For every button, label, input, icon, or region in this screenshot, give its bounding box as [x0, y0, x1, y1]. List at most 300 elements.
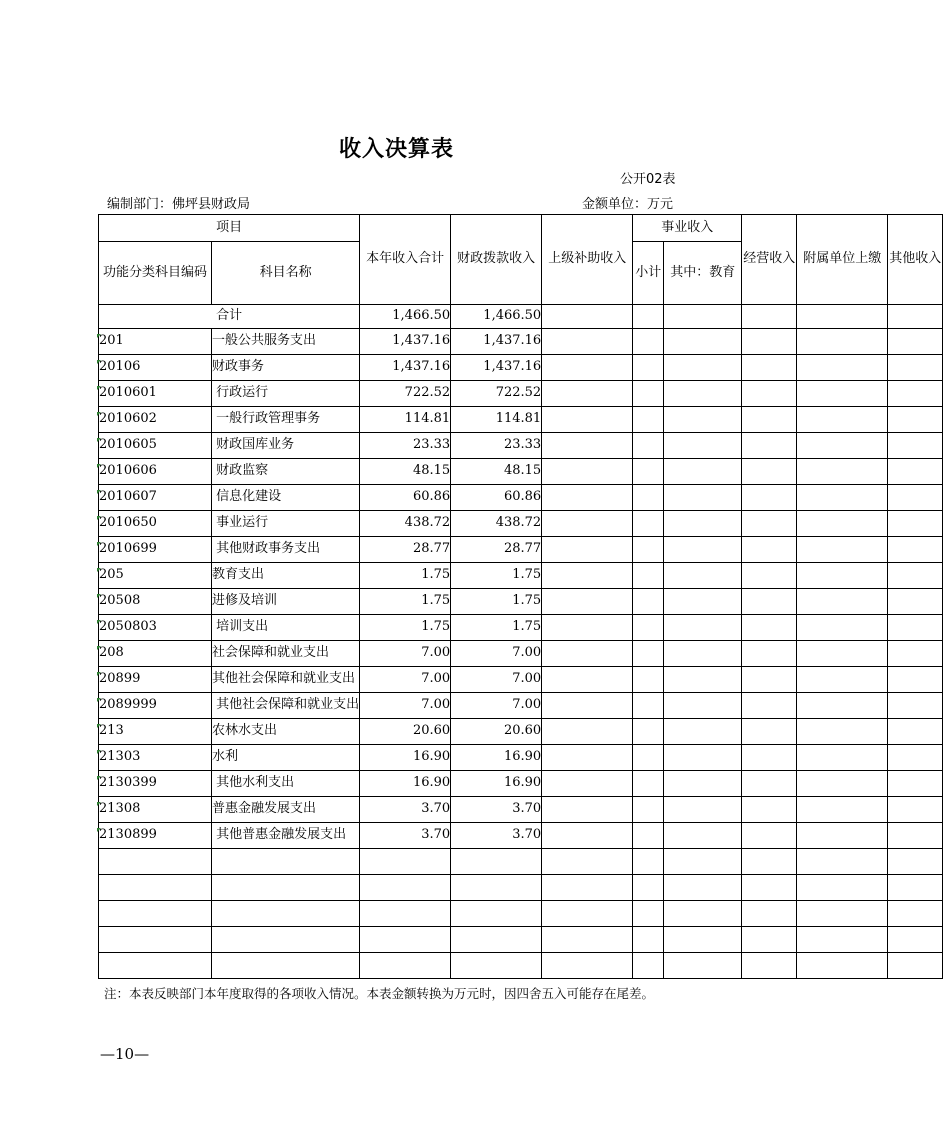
subject-code: [99, 355, 212, 381]
empty-cell: [888, 615, 943, 641]
empty-cell: [451, 875, 542, 901]
subject-code-text: 20899: [99, 671, 141, 687]
empty-cell: [664, 693, 742, 719]
subject-name: 社会保障和就业支出: [212, 641, 360, 667]
empty-cell: [633, 305, 664, 329]
empty-cell: [633, 459, 664, 485]
blank-row: [99, 953, 943, 979]
empty-cell: [797, 329, 888, 355]
empty-cell: [742, 589, 797, 615]
table-row: [99, 797, 943, 823]
empty-cell: [888, 823, 943, 849]
income-total-value: 114.81: [360, 407, 451, 433]
fiscal-allocation-value: 114.81: [451, 407, 542, 433]
fiscal-allocation-value: 7.00: [451, 667, 542, 693]
fiscal-allocation-value: 1.75: [451, 615, 542, 641]
subject-code-text: 21303: [99, 749, 141, 765]
empty-cell: [542, 433, 633, 459]
empty-cell: [664, 407, 742, 433]
subject-name: 事业运行: [212, 511, 360, 537]
fiscal-allocation-value: 16.90: [451, 771, 542, 797]
empty-cell: [888, 381, 943, 407]
empty-cell: [633, 563, 664, 589]
empty-cell: [797, 433, 888, 459]
empty-cell: [664, 329, 742, 355]
subject-code: [99, 693, 212, 719]
empty-cell: [797, 305, 888, 329]
empty-cell: [797, 407, 888, 433]
empty-cell: [664, 563, 742, 589]
income-total-value: 48.15: [360, 459, 451, 485]
income-total-value: 3.70: [360, 823, 451, 849]
empty-cell: [797, 901, 888, 927]
empty-cell: [212, 953, 360, 979]
empty-cell: [664, 745, 742, 771]
empty-cell: [797, 745, 888, 771]
empty-cell: [664, 615, 742, 641]
empty-cell: [797, 485, 888, 511]
page-title: 收入决算表: [338, 137, 454, 162]
subject-code: [99, 433, 212, 459]
empty-cell: [633, 745, 664, 771]
table-row: [99, 771, 943, 797]
header-subtotal: 小计: [633, 242, 664, 305]
empty-cell: [888, 849, 943, 875]
income-total-value: 7.00: [360, 667, 451, 693]
empty-cell: [797, 355, 888, 381]
subject-code-text: 2130399: [99, 775, 157, 791]
table-row: [99, 667, 943, 693]
table-row: [99, 641, 943, 667]
subject-code: [99, 329, 212, 355]
subject-name: 普惠金融发展支出: [212, 797, 360, 823]
subject-code-text: 21308: [99, 801, 141, 817]
empty-cell: [633, 927, 664, 953]
table-body: [99, 305, 943, 979]
empty-cell: [633, 953, 664, 979]
subject-name: 财政监察: [212, 459, 360, 485]
table-row: [99, 615, 943, 641]
empty-cell: [633, 329, 664, 355]
fiscal-allocation-value: 3.70: [451, 823, 542, 849]
empty-cell: [797, 563, 888, 589]
table-row: [99, 381, 943, 407]
empty-cell: [742, 329, 797, 355]
empty-cell: [664, 875, 742, 901]
empty-cell: [888, 693, 943, 719]
empty-cell: [888, 433, 943, 459]
unit-text: 金额单位：万元: [582, 197, 674, 212]
subject-code-text: 2010605: [99, 437, 157, 453]
empty-cell: [542, 459, 633, 485]
empty-cell: [664, 305, 742, 329]
empty-cell: [633, 849, 664, 875]
empty-cell: [888, 355, 943, 381]
table-row: [99, 433, 943, 459]
subject-name: 进修及培训: [212, 589, 360, 615]
empty-cell: [797, 719, 888, 745]
empty-cell: [542, 823, 633, 849]
empty-cell: [542, 407, 633, 433]
empty-cell: [542, 953, 633, 979]
empty-cell: [797, 927, 888, 953]
table-row: [99, 823, 943, 849]
empty-cell: [542, 615, 633, 641]
empty-cell: [542, 745, 633, 771]
subject-code: [99, 381, 212, 407]
table-row: [99, 563, 943, 589]
income-total-value: 1.75: [360, 589, 451, 615]
empty-cell: [451, 953, 542, 979]
subject-name: 培训支出: [212, 615, 360, 641]
income-total-value: 1,437.16: [360, 355, 451, 381]
empty-cell: [99, 953, 212, 979]
empty-cell: [742, 563, 797, 589]
empty-cell: [888, 407, 943, 433]
table-row: [99, 745, 943, 771]
empty-cell: [742, 667, 797, 693]
empty-cell: [664, 849, 742, 875]
empty-cell: [542, 901, 633, 927]
income-total-value: 60.86: [360, 485, 451, 511]
empty-cell: [797, 641, 888, 667]
empty-cell: [888, 537, 943, 563]
table-row: [99, 693, 943, 719]
blank-row: [99, 875, 943, 901]
subject-name: 财政国库业务: [212, 433, 360, 459]
subject-code: [99, 745, 212, 771]
subject-code: [99, 407, 212, 433]
income-total-value: 1.75: [360, 615, 451, 641]
empty-cell: [888, 511, 943, 537]
dept-text: 编制部门：佛坪县财政局: [107, 197, 251, 212]
total-label: 合计: [99, 305, 360, 329]
empty-cell: [797, 875, 888, 901]
empty-cell: [742, 771, 797, 797]
empty-cell: [633, 511, 664, 537]
subject-name: 其他财政事务支出: [212, 537, 360, 563]
empty-cell: [797, 797, 888, 823]
empty-cell: [99, 927, 212, 953]
empty-cell: [542, 355, 633, 381]
empty-cell: [633, 641, 664, 667]
subject-code-text: 205: [99, 567, 124, 583]
empty-cell: [742, 511, 797, 537]
subject-code-text: 20106: [99, 359, 141, 375]
empty-cell: [742, 901, 797, 927]
empty-cell: [742, 745, 797, 771]
empty-cell: [664, 797, 742, 823]
empty-cell: [542, 667, 633, 693]
fiscal-allocation-value: 20.60: [451, 719, 542, 745]
empty-cell: [542, 797, 633, 823]
subject-code-text: 2010606: [99, 463, 157, 479]
subject-code-text: 201: [99, 333, 124, 349]
subject-code: [99, 511, 212, 537]
empty-cell: [212, 849, 360, 875]
subject-name: 财政事务: [212, 355, 360, 381]
empty-cell: [888, 563, 943, 589]
fiscal-allocation-value: 7.00: [451, 693, 542, 719]
empty-cell: [664, 485, 742, 511]
empty-cell: [742, 485, 797, 511]
header-institution-income: 事业收入: [633, 215, 742, 242]
fiscal-allocation-value: 48.15: [451, 459, 542, 485]
subject-code-text: 2010699: [99, 541, 157, 557]
subject-code-text: 2010602: [99, 411, 157, 427]
empty-cell: [99, 901, 212, 927]
subject-name: 教育支出: [212, 563, 360, 589]
empty-cell: [742, 615, 797, 641]
header-function-code: 功能分类科目编码: [99, 242, 212, 305]
empty-cell: [797, 771, 888, 797]
subject-code: [99, 537, 212, 563]
subject-name: 一般行政管理事务: [212, 407, 360, 433]
subject-code-text: 2010650: [99, 515, 157, 531]
empty-cell: [888, 589, 943, 615]
empty-cell: [888, 745, 943, 771]
compiling-department: [107, 193, 250, 212]
empty-cell: [99, 875, 212, 901]
empty-cell: [888, 953, 943, 979]
subject-name: 水利: [212, 745, 360, 771]
empty-cell: [888, 719, 943, 745]
fiscal-allocation-value: 1,437.16: [451, 355, 542, 381]
empty-cell: [742, 719, 797, 745]
empty-cell: [633, 797, 664, 823]
empty-cell: [797, 615, 888, 641]
empty-cell: [633, 407, 664, 433]
fiscal-allocation-value: 1,437.16: [451, 329, 542, 355]
empty-cell: [633, 667, 664, 693]
empty-cell: [360, 901, 451, 927]
fiscal-allocation-value: 1.75: [451, 563, 542, 589]
fiscal-allocation-value: 60.86: [451, 485, 542, 511]
empty-cell: [633, 693, 664, 719]
table-row: [99, 355, 943, 381]
subject-code-text: 2010607: [99, 489, 157, 505]
empty-cell: [797, 823, 888, 849]
header-education: 其中：教育: [664, 242, 742, 305]
empty-cell: [360, 953, 451, 979]
subject-code-text: 2010601: [99, 385, 157, 401]
empty-cell: [742, 875, 797, 901]
total-income-value: 1,466.50: [360, 305, 451, 329]
empty-cell: [633, 355, 664, 381]
subject-name: 农林水支出: [212, 719, 360, 745]
empty-cell: [742, 849, 797, 875]
empty-cell: [542, 511, 633, 537]
subject-code: [99, 641, 212, 667]
empty-cell: [797, 693, 888, 719]
header-total-income: 本年收入合计: [360, 215, 451, 305]
amount-unit: [582, 193, 673, 212]
subject-code: [99, 771, 212, 797]
blank-row: [99, 927, 943, 953]
empty-cell: [664, 433, 742, 459]
subject-code-text: 20508: [99, 593, 141, 609]
empty-cell: [542, 329, 633, 355]
empty-cell: [742, 355, 797, 381]
empty-cell: [542, 771, 633, 797]
fiscal-allocation-value: 28.77: [451, 537, 542, 563]
header-affiliated-unit: 附属单位上缴: [797, 215, 888, 305]
empty-cell: [633, 771, 664, 797]
subject-code: [99, 797, 212, 823]
empty-cell: [633, 875, 664, 901]
table-row: [99, 329, 943, 355]
empty-cell: [542, 927, 633, 953]
empty-cell: [797, 589, 888, 615]
empty-cell: [742, 381, 797, 407]
footnote: 注：本表反映部门本年度取得的各项收入情况。本表金额转换为万元时，因四舍五入可能存在尾差。: [104, 986, 655, 1001]
header-item: 项目: [99, 215, 360, 242]
empty-cell: [664, 355, 742, 381]
table-row: [99, 589, 943, 615]
empty-cell: [451, 849, 542, 875]
income-total-value: 1,437.16: [360, 329, 451, 355]
subject-name: 信息化建设: [212, 485, 360, 511]
blank-row: [99, 901, 943, 927]
empty-cell: [742, 927, 797, 953]
empty-cell: [742, 641, 797, 667]
empty-cell: [797, 511, 888, 537]
empty-cell: [664, 641, 742, 667]
empty-cell: [797, 381, 888, 407]
empty-cell: [360, 927, 451, 953]
empty-cell: [888, 305, 943, 329]
empty-cell: [888, 459, 943, 485]
subject-code: [99, 615, 212, 641]
empty-cell: [633, 719, 664, 745]
empty-cell: [664, 381, 742, 407]
fiscal-allocation-value: 16.90: [451, 745, 542, 771]
income-total-value: 28.77: [360, 537, 451, 563]
empty-cell: [797, 953, 888, 979]
subject-name: 行政运行: [212, 381, 360, 407]
empty-cell: [664, 511, 742, 537]
empty-cell: [664, 771, 742, 797]
table-row: [99, 537, 943, 563]
income-total-value: 1.75: [360, 563, 451, 589]
fiscal-allocation-value: 3.70: [451, 797, 542, 823]
empty-cell: [797, 667, 888, 693]
fiscal-allocation-value: 7.00: [451, 641, 542, 667]
table-header: [99, 215, 943, 305]
subject-code: [99, 823, 212, 849]
income-total-value: 722.52: [360, 381, 451, 407]
empty-cell: [542, 693, 633, 719]
subject-name: 一般公共服务支出: [212, 329, 360, 355]
table-row: [99, 485, 943, 511]
empty-cell: [742, 305, 797, 329]
empty-cell: [664, 901, 742, 927]
empty-cell: [742, 693, 797, 719]
empty-cell: [542, 305, 633, 329]
empty-cell: [542, 589, 633, 615]
income-total-value: 23.33: [360, 433, 451, 459]
form-number: 公开02表: [620, 172, 676, 187]
subject-code: [99, 485, 212, 511]
table-row: [99, 459, 943, 485]
empty-cell: [451, 901, 542, 927]
subject-name: 其他水利支出: [212, 771, 360, 797]
empty-cell: [542, 485, 633, 511]
empty-cell: [742, 823, 797, 849]
empty-cell: [360, 875, 451, 901]
empty-cell: [664, 589, 742, 615]
empty-cell: [797, 537, 888, 563]
empty-cell: [742, 433, 797, 459]
empty-cell: [451, 927, 542, 953]
empty-cell: [633, 901, 664, 927]
income-total-value: 7.00: [360, 641, 451, 667]
empty-cell: [888, 797, 943, 823]
subject-name: 其他普惠金融发展支出: [212, 823, 360, 849]
empty-cell: [742, 459, 797, 485]
empty-cell: [542, 563, 633, 589]
empty-cell: [542, 641, 633, 667]
table-row: [99, 407, 943, 433]
fiscal-allocation-value: 722.52: [451, 381, 542, 407]
empty-cell: [664, 927, 742, 953]
empty-cell: [888, 927, 943, 953]
empty-cell: [633, 537, 664, 563]
income-table: [98, 214, 943, 979]
subject-code: [99, 459, 212, 485]
empty-cell: [888, 875, 943, 901]
empty-cell: [888, 771, 943, 797]
header-subject-name: 科目名称: [212, 242, 360, 305]
total-row: [99, 305, 943, 329]
empty-cell: [664, 537, 742, 563]
empty-cell: [633, 823, 664, 849]
subject-code-text: 2050803: [99, 619, 157, 635]
subject-code: [99, 667, 212, 693]
income-total-value: 7.00: [360, 693, 451, 719]
empty-cell: [742, 953, 797, 979]
empty-cell: [542, 537, 633, 563]
table-row: [99, 719, 943, 745]
total-fiscal-value: 1,466.50: [451, 305, 542, 329]
empty-cell: [742, 407, 797, 433]
empty-cell: [664, 719, 742, 745]
empty-cell: [542, 849, 633, 875]
income-total-value: 20.60: [360, 719, 451, 745]
empty-cell: [99, 849, 212, 875]
income-total-value: 16.90: [360, 745, 451, 771]
empty-cell: [633, 485, 664, 511]
subject-code: [99, 589, 212, 615]
subject-name: 其他社会保障和就业支出: [212, 693, 360, 719]
header-operating-income: 经营收入: [742, 215, 797, 305]
subject-code: [99, 563, 212, 589]
fiscal-allocation-value: 23.33: [451, 433, 542, 459]
empty-cell: [633, 589, 664, 615]
empty-cell: [664, 823, 742, 849]
empty-cell: [664, 459, 742, 485]
empty-cell: [797, 849, 888, 875]
empty-cell: [888, 329, 943, 355]
page-number: —10—: [100, 1045, 150, 1063]
empty-cell: [888, 485, 943, 511]
subject-code-text: 213: [99, 723, 124, 739]
empty-cell: [633, 433, 664, 459]
empty-cell: [542, 381, 633, 407]
empty-cell: [633, 615, 664, 641]
empty-cell: [888, 901, 943, 927]
table-row: [99, 511, 943, 537]
